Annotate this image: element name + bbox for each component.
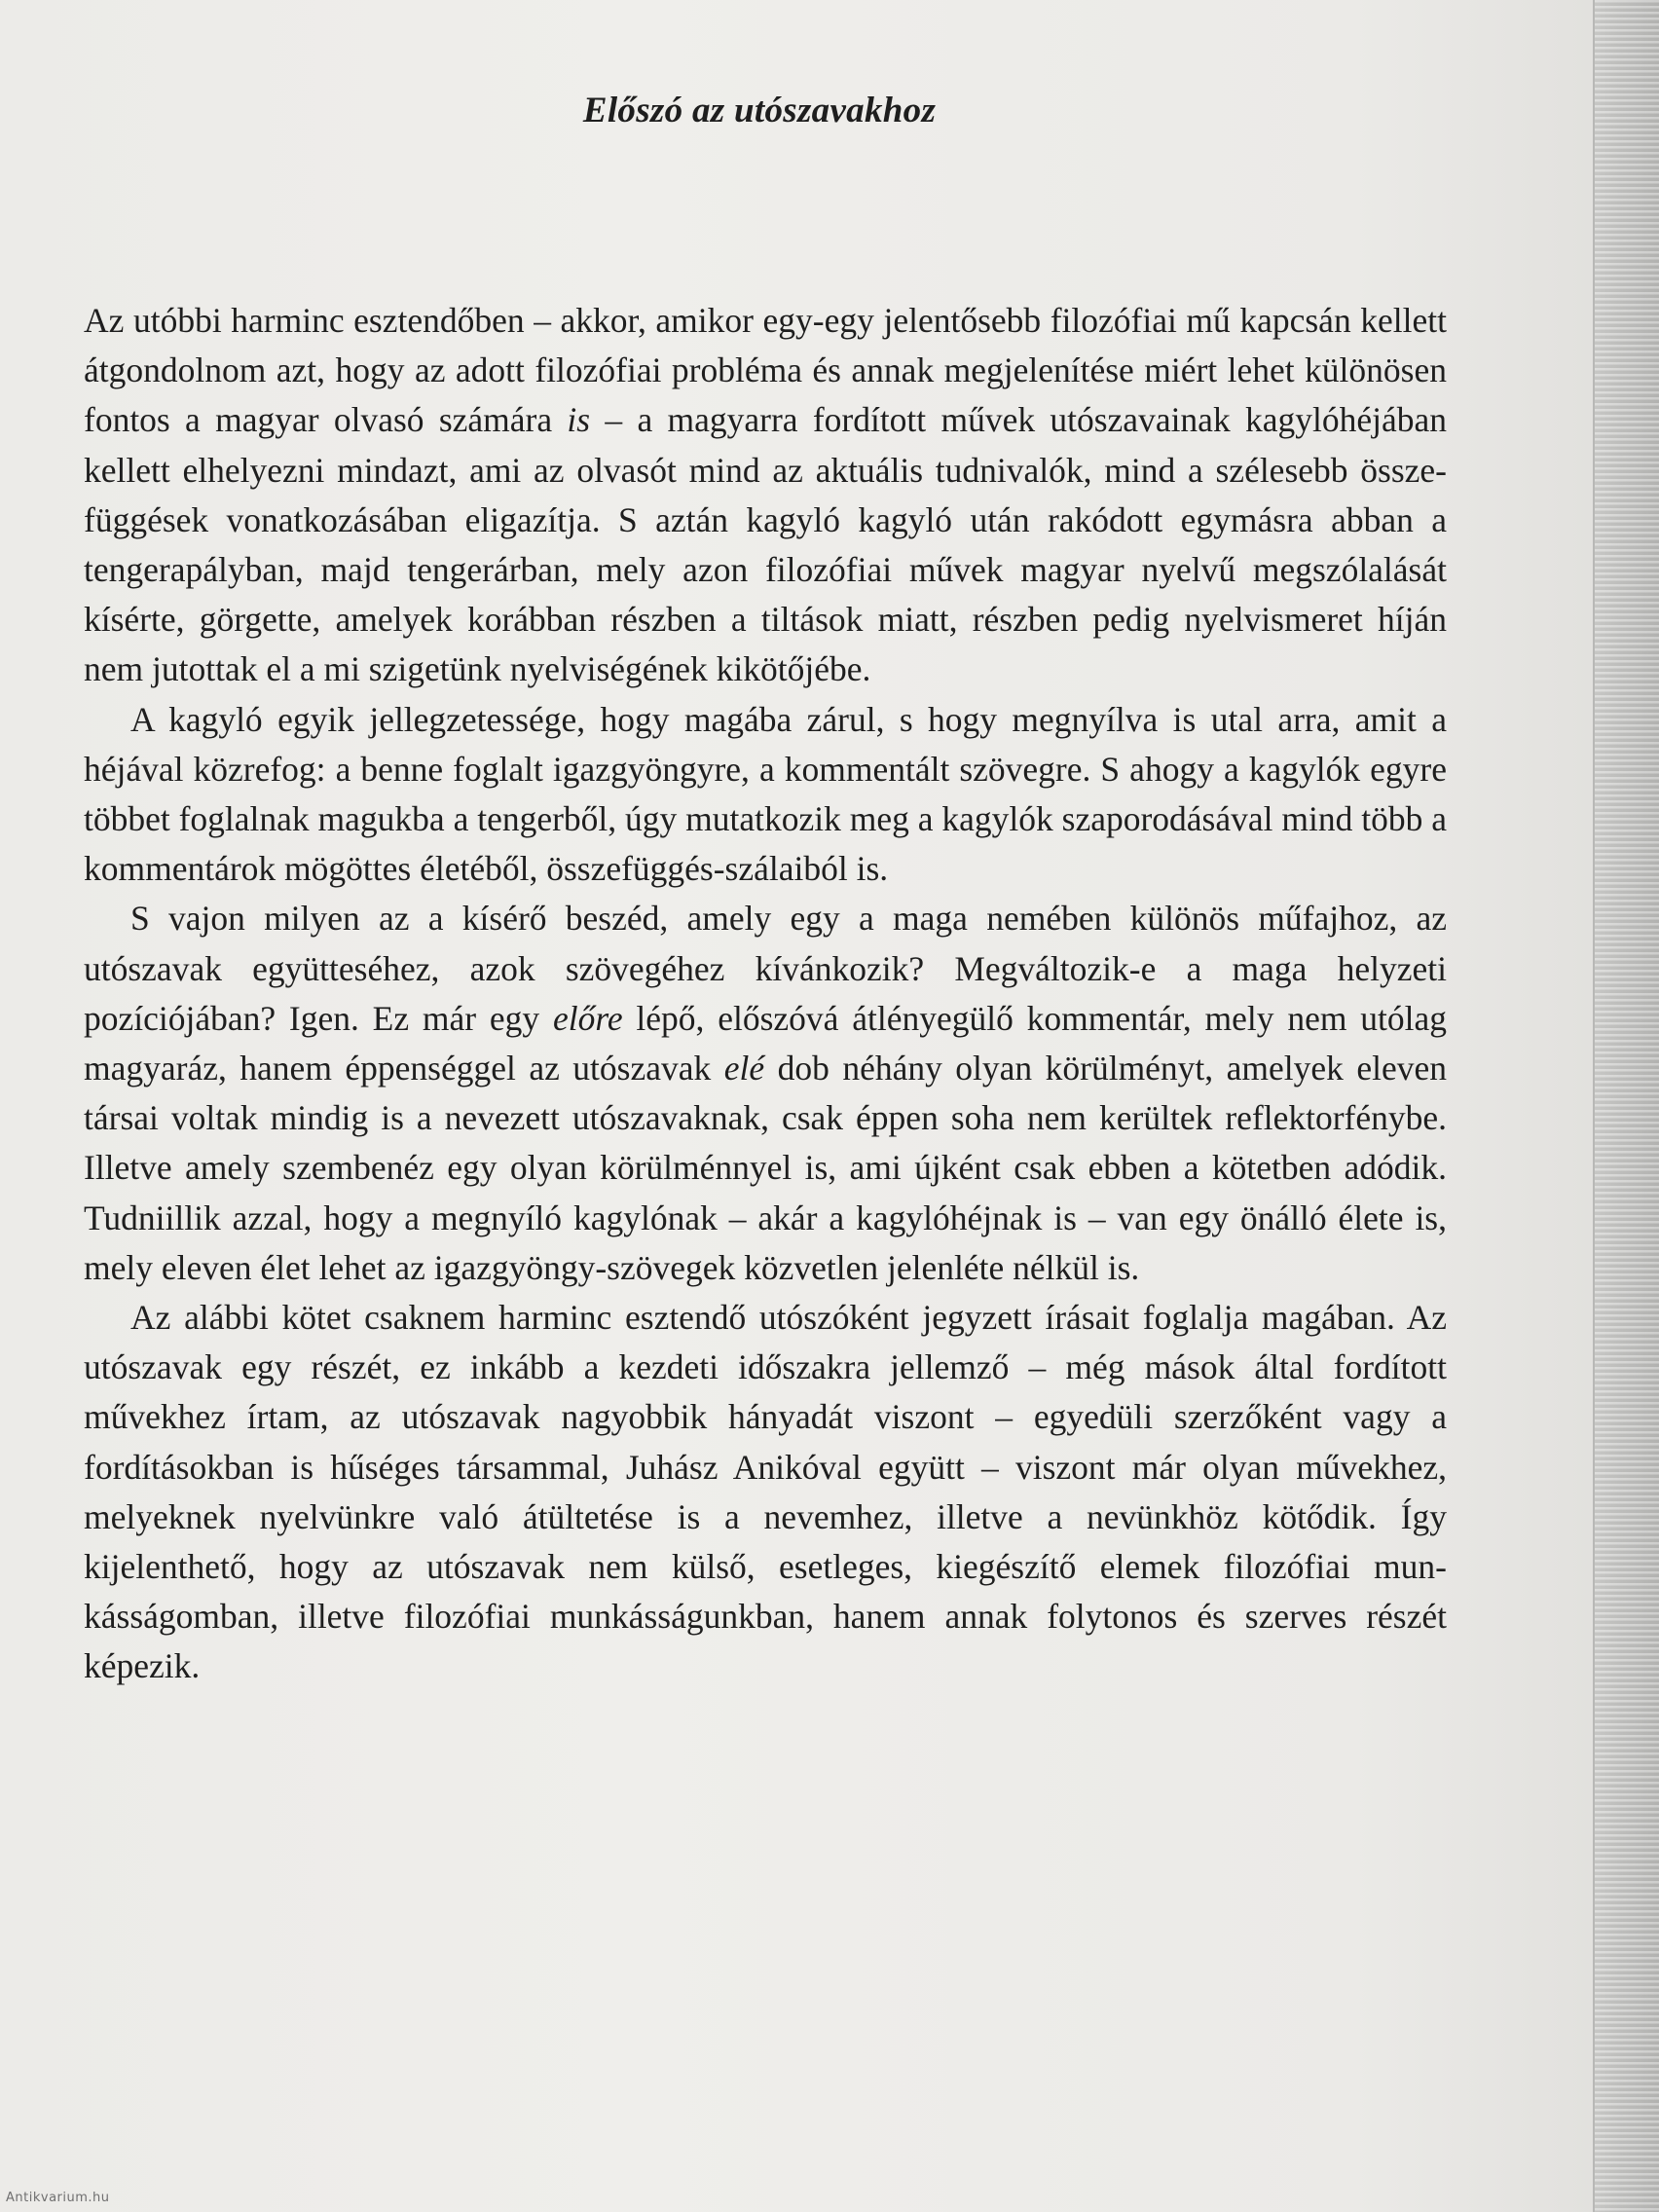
paragraph-1-italic-is: is [567, 400, 591, 440]
paragraph-3-text-1: S vajon milyen az a kísérő beszéd, amely egy a maga nemében különös műfajhoz, az utószavak együtteséhez, azok szövegéhez kívánkozik? Megváltozik-e a maga helyzeti pozíciójában? Igen. Ez már egy [84, 899, 1447, 1038]
paragraph-2 [84, 695, 1447, 895]
paragraph-3-italic-ele: elé [723, 1049, 765, 1088]
paragraph-1 [84, 296, 1447, 695]
body-text [84, 296, 1447, 1692]
paragraph-1-text-1: Az utóbbi harminc esztendőben – akkor, amikor egy-egy jelentősebb filozófiai mű kapcsán kellett átgondolnom azt, hogy az adott filozófiai probléma és annak megjelenítése miért lehet különösen fontos a magyar olvasó számára [84, 301, 1447, 440]
paragraph-4 [84, 1293, 1447, 1692]
paragraph-3-italic-elore: előre [552, 998, 623, 1038]
page-title: Előszó az utószavakhoz [582, 91, 937, 130]
paragraph-2-text-1: A kagyló egyik jellegzetessége, hogy magába zárul, s hogy megnyílva is utal arra, amit a héjával közrefog: a benne foglalt igazgyöngyre, a kommentált szövegre. S ahogy a kagylók egyre többet foglalnak magukba a tengerből, úgy mutatkozik meg a kagylók szaporodásával mind több a kommentárok mögöttes életéből, összefüggés-szálaiból is. [84, 699, 1447, 889]
paragraph-3 [84, 894, 1447, 1293]
paragraph-3-text-3: dob néhány olyan körülményt, amelyek eleven társai voltak mindig is a nevezett utószavaknak, csak éppen soha nem kerültek reflektorfénybe. Illetve amely szembenéz egy olyan körülménnyel is, ami újként csak ebben a kötetben adódik. Tudniillik azzal, hogy a megnyíló kagylónak – akár a kagylóhéjnak is – van egy önálló élete is, mely eleven élet lehet az igazgyöngy-szövegek közvetlen jelenléte nélkül is. [84, 1049, 1447, 1287]
paragraph-1-text-2: – a magyarra fordított művek utószavainak kagylóhéjában kellett elhelyezni mindazt, ami az olvasót mind az aktuális tudnivalók, mind a szélesebb összefüggések vonatkozásában eligazítja. S aztán kagyló kagyló után rakódott egymásra abban a tengerapályban, majd tengerárban, mely azon filozófiai művek magyar nyelvű megszólalását kísérte, görgette, amelyek korábban részben a tiltások miatt, részben pedig nyelvismeret híján nem jutottak el a mi szigetünk nyelviségének kikötőjébe. [84, 400, 1447, 689]
paragraph-3-text-2: lépő, előszóvá átlényegülő kommentár, mely nem utólag magyaráz, hanem éppenséggel az utószavak [84, 998, 1447, 1088]
paragraph-4-text-1: Az alábbi kötet csaknem harminc esztendő utószóként jegyzett írásait foglalja magában. Az utószavak egy részét, ez inkább a kezdeti időszakra jellemző – még mások által fordított művekhez írtam, az utószavak nagyobbik hányadát viszont – egyedüli szerzőként vagy a fordításokban is hűséges társammal, Juhász Anikóval együtt – viszont már olyan művekhez, melyeknek nyelvünkre való átültetése is a nevemhez, illetve a nevünkhöz kötődik. Így kijelenthető, hogy az utószavak nem külső, esetleges, kiegészítő elemek filozófiai munkásságomban, illetve filozófiai munkásságunkban, hanem annak folytonos és szerves részét képezik. [84, 1298, 1447, 1686]
watermark: Antikvarium.hu [6, 2191, 110, 2205]
page-edge-stack [1593, 0, 1659, 2212]
